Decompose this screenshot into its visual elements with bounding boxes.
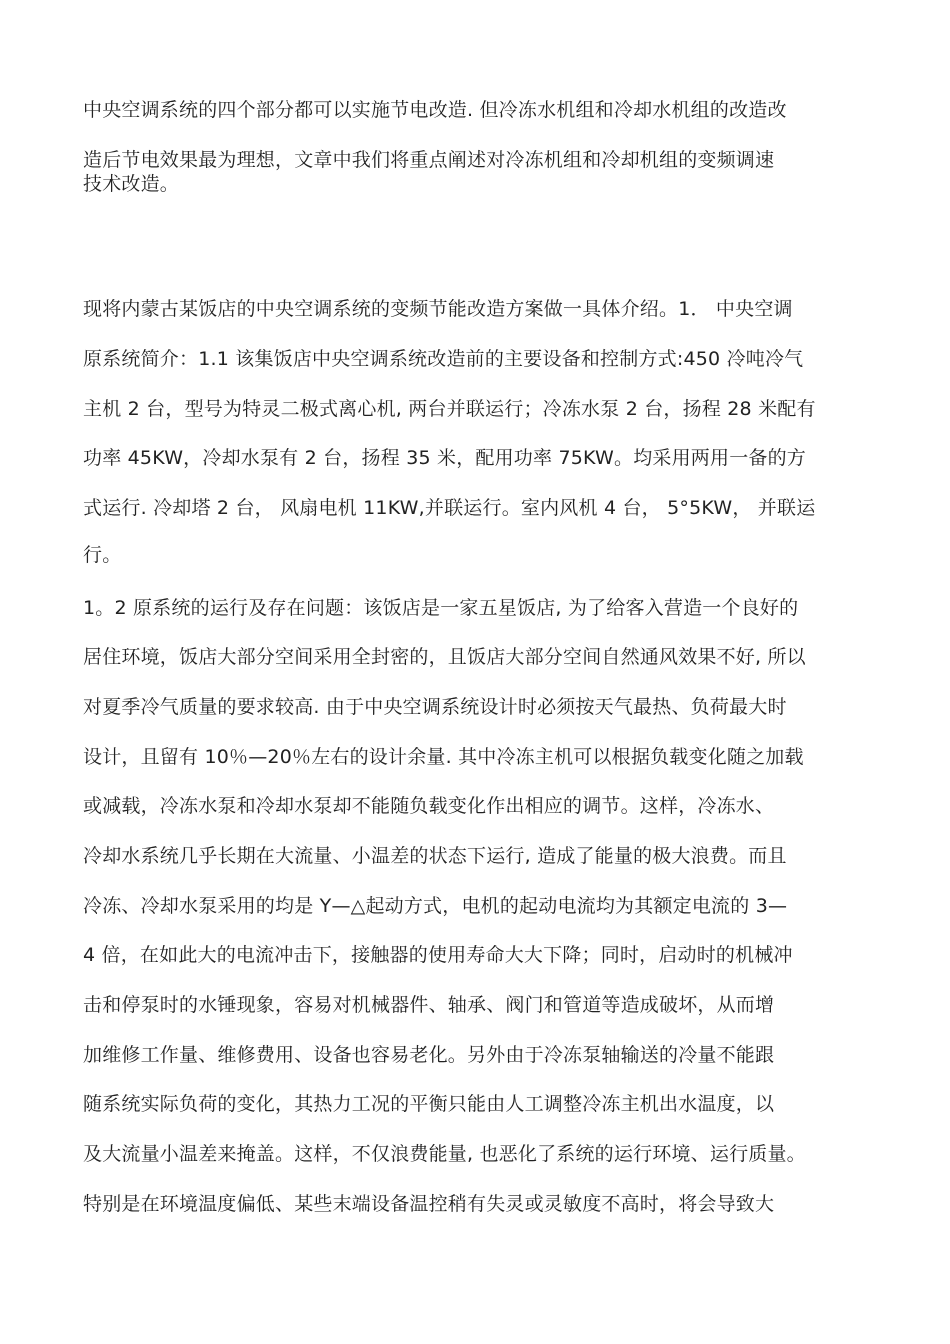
text-line: 技术改造。 xyxy=(83,173,180,195)
text-line: 特别是在环境温度偏低、某些末端设备温控稍有失灵或灵敏度不高时，将会导致大 xyxy=(83,1193,775,1215)
text-line: 原系统简介：1.1 该集饭店中央空调系统改造前的主要设备和控制方式:450 冷吨冷气 xyxy=(83,348,804,370)
text-line: 中央空调系统的四个部分都可以实施节电改造. 但冷冻水机组和冷却水机组的改造改 xyxy=(83,99,787,121)
text-line: 设计，且留有 10％—20％左右的设计余量. 其中冷冻主机可以根据负载变化随之加载 xyxy=(83,746,804,768)
text-line: 及大流量小温差来掩盖。这样，不仅浪费能量, 也恶化了系统的运行环境、运行质量。 xyxy=(83,1143,806,1165)
text-line: 居住环境，饭店大部分空间采用全封密的，且饭店大部分空间自然通风效果不好, 所以 xyxy=(83,646,806,668)
text-line: 功率 45KW，冷却水泵有 2 台，扬程 35 米，配用功率 75KW。均采用两用一备的方 xyxy=(83,447,806,469)
text-line: 击和停泵时的水锤现象，容易对机械器件、轴承、阀门和管道等造成破坏，从而增 xyxy=(83,994,775,1016)
text-line: 现将内蒙古某饭店的中央空调系统的变频节能改造方案做一具体介绍。1． 中央空调 xyxy=(83,298,793,320)
text-line: 或减载，冷冻水泵和冷却水泵却不能随负载变化作出相应的调节。这样，冷冻水、 xyxy=(83,795,775,817)
text-line: 造后节电效果最为理想，文章中我们将重点阐述对冷冻机组和冷却机组的变频调速 xyxy=(83,149,775,171)
text-line: 随系统实际负荷的变化，其热力工况的平衡只能由人工调整冷冻主机出水温度，以 xyxy=(83,1093,775,1115)
text-line: 对夏季冷气质量的要求较高. 由于中央空调系统设计时必须按天气最热、负荷最大时 xyxy=(83,696,787,718)
text-line: 式运行. 冷却塔 2 台， 风扇电机 11KW,并联运行。室内风机 4 台， 5°5KW， 并联运 xyxy=(83,497,816,519)
text-line: 主机 2 台，型号为特灵二极式离心机, 两台并联运行；冷冻水泵 2 台，扬程 28 米配有 xyxy=(83,398,816,420)
text-line: 4 倍，在如此大的电流冲击下，接触器的使用寿命大大下降；同时，启动时的机械冲 xyxy=(83,944,793,966)
text-line: 加维修工作量、维修费用、设备也容易老化。另外由于冷冻泵轴输送的冷量不能跟 xyxy=(83,1044,775,1066)
text-line: 冷冻、冷却水泵采用的均是 Y—△起动方式，电机的起动电流均为其额定电流的 3— xyxy=(83,895,788,917)
text-line: 行。 xyxy=(83,544,122,566)
text-line: 冷却水系统几乎长期在大流量、小温差的状态下运行, 造成了能量的极大浪费。而且 xyxy=(83,845,787,867)
text-line: 1。2 原系统的运行及存在问题：该饭店是一家五星饭店, 为了给客入营造一个良好的 xyxy=(83,597,799,619)
